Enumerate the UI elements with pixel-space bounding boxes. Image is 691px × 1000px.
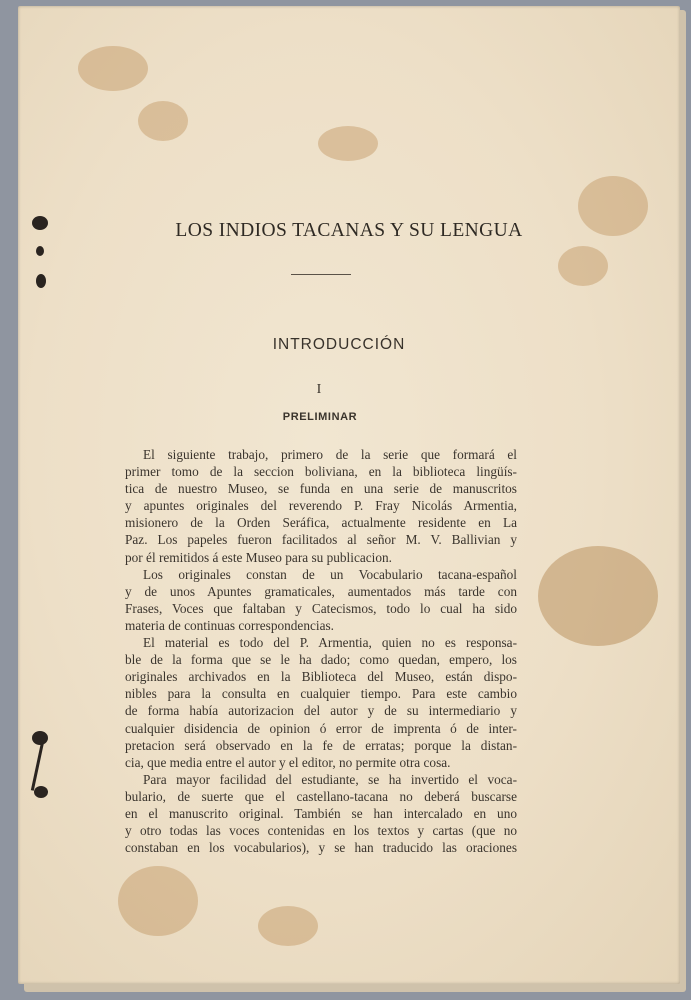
body-text <box>125 446 517 856</box>
binding-hole <box>34 786 48 798</box>
text-line: y otro todas las voces contenidas en los textos y cartas (que no <box>125 823 517 839</box>
text-line: Paz. Los papeles fueron facilitados al señor M. V. Ballivian y <box>125 532 517 548</box>
text-line: Frases, Voces que faltaban y Catecismos, todo lo cual ha sido <box>125 600 517 616</box>
text-line: Para mayor facilidad del estudiante, se ha invertido el voca- <box>143 771 517 787</box>
foxing-stain <box>258 906 318 946</box>
text-line: Los originales constan de un Vocabulario tacana-español <box>143 566 517 582</box>
foxing-stain <box>538 546 658 646</box>
binding-hole <box>36 246 44 256</box>
title-divider <box>291 274 351 275</box>
text-line: ble de la forma que se le ha dado; como quedan, empero, los <box>125 652 517 668</box>
document-title: LOS INDIOS TACANAS Y SU LENGUA <box>175 220 523 241</box>
text-line: misionero de la Orden Seráfica, actualmente residente en La <box>125 515 517 531</box>
text-line: originales archivados en la Biblioteca del Museo, están dispo- <box>125 669 517 685</box>
text-line: cia, que media entre el autor y el editor, no permite otra cosa. <box>125 754 451 770</box>
foxing-stain <box>78 46 148 91</box>
text-line: pretacion será observado en la fe de erratas; porque la distan- <box>125 737 517 753</box>
text-line: El material es todo del P. Armentia, quien no es responsa- <box>143 635 517 651</box>
text-line: materia de continuas correspondencias. <box>125 617 334 633</box>
document-page <box>18 6 680 984</box>
text-line: primer tomo de la seccion boliviana, en la biblioteca lingüís- <box>125 464 517 480</box>
binding-hole <box>36 274 46 288</box>
section-number: I <box>316 382 322 397</box>
foxing-stain <box>558 246 608 286</box>
text-line: por él remitidos á este Museo para su publicacion. <box>125 549 392 565</box>
foxing-stain <box>118 866 198 936</box>
text-line: El siguiente trabajo, primero de la serie que formará el <box>143 447 517 462</box>
text-line: cualquier disidencia de opinion ó error de imprenta ó de inter- <box>125 720 517 736</box>
foxing-stain <box>318 126 378 161</box>
text-line: y apuntes originales del reverendo P. Fray Nicolás Armentia, <box>125 498 517 514</box>
text-line: tica de nuestro Museo, se funda en una serie de manuscritos <box>125 481 517 497</box>
subsection-heading: PRELIMINAR <box>282 411 358 423</box>
text-line: constaban en los vocabularios), y se han traducido las oraciones <box>125 840 517 856</box>
text-line: nibles para la consulta en cualquier tiempo. Para este cambio <box>125 686 517 702</box>
section-heading: INTRODUCCIÓN <box>272 336 406 353</box>
text-line: y de unos Apuntes gramaticales, aumentados más tarde con <box>125 583 517 599</box>
text-line: de forma había autorizacion del autor y de su intermediario y <box>125 703 517 719</box>
foxing-stain <box>138 101 188 141</box>
binding-thread <box>31 741 44 791</box>
text-line: bulario, de suerte que el castellano-tacana no deberá buscarse <box>125 788 517 804</box>
text-line: en el manuscrito original. También se han intercalado en uno <box>125 805 517 821</box>
